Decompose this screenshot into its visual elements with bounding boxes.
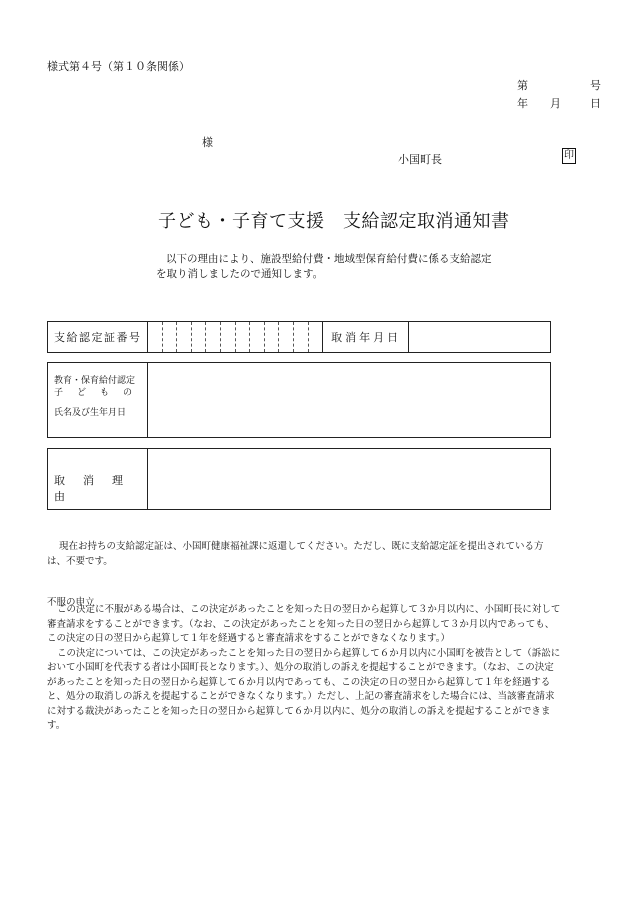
intro-text: 以下の理由により、施設型給付費・地域型保育給付費に係る支給認定を取り消しましたので通知します。 xyxy=(156,253,492,280)
cert-digit-cell xyxy=(235,322,250,353)
certificate-number-table xyxy=(47,321,551,353)
reason-label: 取消理由 xyxy=(48,449,148,509)
cert-digit-cell xyxy=(308,322,323,353)
document-number-row xyxy=(517,77,601,93)
child-info-box xyxy=(47,362,551,438)
objection-body xyxy=(47,603,561,734)
cert-digit-cell xyxy=(148,322,163,353)
objection-paragraph-1: この決定に不服がある場合は、この決定があったことを知った日の翌日から起算して３か月以内に、小国町長に対して審査請求をすることができます。（なお、この決定があったことを知った日の翌日から起算して３か月以内であっても、この決定の日の翌日から起算して１年を経過すると審査請求をすることができなくなります。） xyxy=(47,604,561,644)
child-label-line2: 子どもの xyxy=(54,388,147,398)
date-month: 月 xyxy=(550,97,561,110)
document-title: 子ども・子育て支援 支給認定取消通知書 xyxy=(158,211,510,232)
issuer-name: 小国町長 xyxy=(398,153,442,166)
addressee-suffix: 様 xyxy=(202,136,213,149)
cert-number-label: 支給認定証番号 xyxy=(48,322,148,353)
cert-digit-cell xyxy=(279,322,294,353)
cert-digit-cell xyxy=(293,322,308,353)
date-year: 年 xyxy=(517,97,528,110)
number-prefix: 第 xyxy=(517,79,528,92)
number-suffix: 号 xyxy=(590,79,601,92)
cert-digit-cell xyxy=(250,322,265,353)
form-number: 様式第４号（第１０条関係） xyxy=(47,60,190,73)
cancel-date-label: 取消年月日 xyxy=(323,322,409,353)
objection-title: 不服の申立 xyxy=(47,597,95,608)
date-row xyxy=(517,95,601,111)
objection-paragraph-2: この決定については、この決定があったことを知った日の翌日から起算して６か月以内に小国町を被告として（訴訟において小国町を代表する者は小国町長となります。）、処分の取消しの訴えを提起することができます。（なお、この決定があったことを知った日の翌日から起算して６か月以内であっても、この決定の日の翌日から起算して１年を経過すると、処分の取消しの訴えを提起することができなくなります。）ただし、上記の審査請求をした場合には、当該審査請求に対する裁決があったことを知った日の翌日から起算して６か月以内に、処分の取消しの訴えを提起することができます。 xyxy=(47,647,561,731)
cert-digit-cell xyxy=(177,322,192,353)
seal-mark: 印 xyxy=(562,148,576,164)
cert-digit-cell xyxy=(206,322,221,353)
cert-digit-cell xyxy=(162,322,177,353)
cert-digit-cell xyxy=(191,322,206,353)
child-label-line1: 教育・保育給付認定 xyxy=(54,376,136,386)
cert-digit-cell xyxy=(264,322,279,353)
child-info-label xyxy=(48,363,148,437)
date-day: 日 xyxy=(590,97,601,110)
child-label-line3: 氏名及び生年月日 xyxy=(54,408,127,418)
cancel-date-value xyxy=(409,322,551,353)
reason-box xyxy=(47,448,551,510)
return-notice: 現在お持ちの支給認定証は、小国町健康福祉課に返還してください。ただし、既に支給認定証を提出されている方は、不要です。 xyxy=(47,541,544,567)
cert-digit-cell xyxy=(220,322,235,353)
